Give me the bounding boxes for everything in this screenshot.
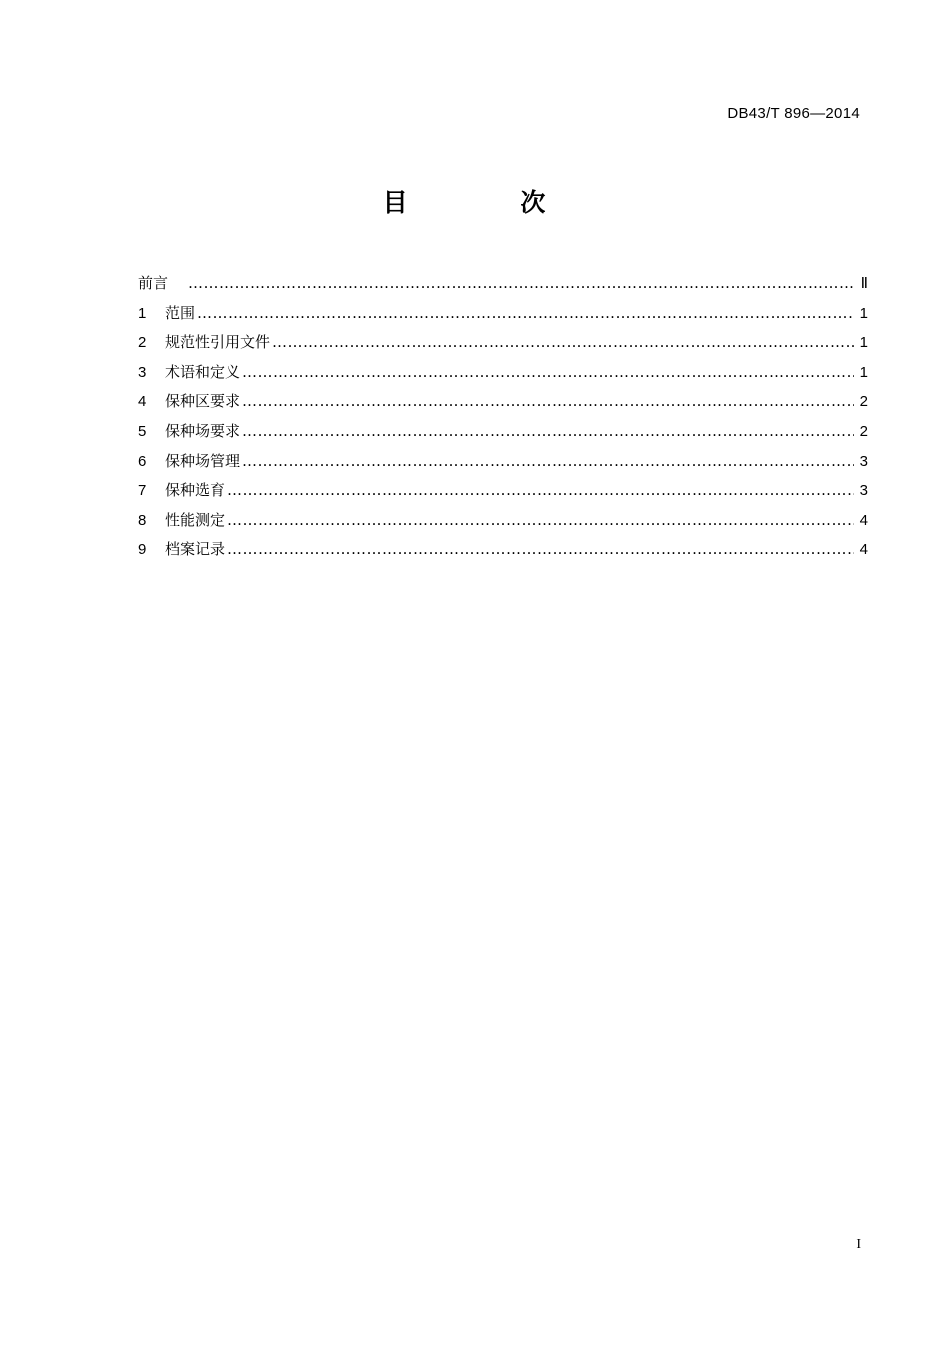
toc-entry-number: 6 (138, 452, 147, 470)
page-number: I (856, 1237, 861, 1252)
toc-entry-page: 3 (859, 452, 868, 470)
toc-dot-leader (272, 328, 854, 358)
toc-dot-leader (227, 506, 854, 536)
toc-entry-number: 1 (138, 304, 147, 322)
toc-entry-number: 5 (138, 422, 147, 440)
toc-entry-breeding-selection[interactable] (138, 476, 868, 506)
toc-dot-leader (197, 299, 854, 329)
toc-entry-page: 4 (859, 511, 868, 529)
toc-entry-farm-management[interactable] (138, 447, 868, 477)
toc-entry-page: 2 (859, 393, 868, 411)
toc-entry-page: 1 (859, 304, 868, 322)
toc-entry-label: 档案记录 (165, 540, 226, 559)
toc-entry-performance-testing[interactable] (138, 506, 868, 536)
toc-dot-leader (188, 269, 854, 299)
toc-entry-page: 3 (859, 482, 868, 500)
toc-entry-page: 1 (859, 334, 868, 352)
toc-entry-label: 性能测定 (165, 510, 226, 529)
toc-entry-number: 4 (138, 393, 147, 411)
toc-entry-page: 4 (859, 541, 868, 559)
toc-entry-conservation-area[interactable] (138, 387, 868, 417)
toc-entry-preface[interactable] (138, 269, 868, 299)
toc-entry-page: 2 (859, 422, 868, 440)
toc-entry-label: 保种选育 (165, 481, 226, 500)
toc-dot-leader (227, 476, 854, 506)
toc-entry-page: 1 (859, 363, 868, 381)
toc-entry-label: 范围 (165, 303, 196, 322)
toc-entry-terms-definitions[interactable] (138, 358, 868, 388)
toc-entry-label: 术语和定义 (165, 362, 241, 381)
toc-entry-records[interactable] (138, 535, 868, 565)
toc-entry-page: Ⅱ (860, 276, 868, 292)
toc-dot-leader (227, 535, 854, 565)
toc-entry-label: 前言 (138, 274, 169, 292)
toc-entry-number: 9 (138, 541, 147, 559)
toc-dot-leader (242, 417, 854, 447)
toc-entry-label: 保种场要求 (165, 421, 241, 440)
toc-entry-label: 保种场管理 (165, 451, 241, 470)
table-of-contents (138, 269, 868, 565)
toc-entry-number: 8 (138, 511, 147, 529)
toc-entry-normative-references[interactable] (138, 328, 868, 358)
toc-entry-label: 保种区要求 (165, 392, 241, 411)
toc-entry-number: 3 (138, 363, 147, 381)
standard-code: DB43/T 896—2014 (727, 105, 860, 122)
toc-title: 目 次 (382, 188, 598, 217)
toc-entry-conservation-farm[interactable] (138, 417, 868, 447)
toc-dot-leader (242, 358, 854, 388)
toc-dot-leader (242, 387, 854, 417)
toc-entry-label: 规范性引用文件 (165, 333, 271, 352)
toc-entry-number: 7 (138, 482, 147, 500)
toc-dot-leader (242, 447, 854, 477)
toc-entry-number: 2 (138, 334, 147, 352)
toc-entry-scope[interactable] (138, 299, 868, 329)
